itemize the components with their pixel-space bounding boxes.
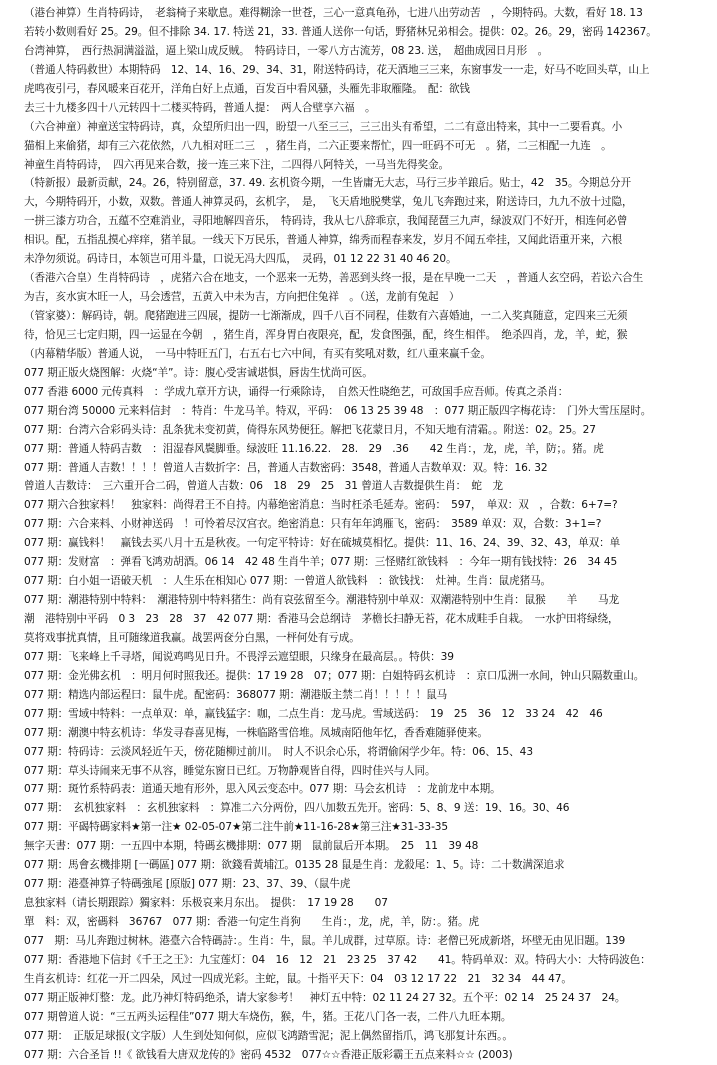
text-line: 077 期：雪域中特料：一点单双：单，赢钱猛字：咖，二点生肖：龙马虎。雪域送码： 19 25 36 12 33 24 42 46 [24,707,603,720]
text-line: 單 料：双，密碼料 36767 077 期：香港一句定生肖狗 生肖：，龙，虎，羊，防：。猪。虎 [24,916,480,928]
text-line: 077 期正版火烧图解：火烧“羊”。诗：腹心受害诚堪惧，唇齿生忧尚可医。 [24,366,373,379]
text-line: 077 期：六合圣旨 !!《 欲钱看大唐双龙传的》密码 4532 077☆☆香港正版彩霸王五点来料☆☆ (2003) [24,1048,513,1061]
text-line: 猫相上来偷猪，却有三六花依然，八九相对旺二三 ，猪生肖，二六正要来帮忙，四一旺码不可无 。猪，二三相配一九连 。 [24,139,612,152]
text-line: 077 期六合独家料！ 独家料：尚得君王不自持。内幕绝密消息：当时枉杀毛延寿。密码： 597， 单双：双 ，合数：6+7=? [24,499,618,512]
text-line: 077 期：潮港特别中特料： 潮港特别中特料猪生：尚有哀弦留至今。潮港特别中单双：双潮港特别中生肖：鼠猴 羊 马龙 [24,594,620,607]
text-line: 077 期：金光佛玄机 ：明月何时照我还。提供：17 19 28 07；077 期：白姐特码玄机诗 ：京口瓜洲一水间，钟山只隔数重山。 [24,669,645,682]
text-line: 大，今期特码开，小数，双数。普通人神算灵码，玄机字， 是， 飞天盾地脱樊掌，兔儿飞奔跑过来，附送诗曰，九九不放十过隐， [24,196,633,209]
text-line: 为吉，亥水寅木旺一人，马会透营，五黄入中未为吉，方向把住兔祥 。（送，龙前有兔起 ） [24,291,460,304]
text-line: （内幕精华版）普通人说， 一马中特旺五门，右五右七六中间，有买有奖吼对数，红八重来赢千金。 [24,347,491,360]
text-line: 077 期： 玄机独家料 ：玄机独家料 ：算准二六分两份，四八加数五先开。密码：5、8、9 送：19、16。30、46 [24,802,570,815]
text-line: （香港六合皇）生肖特码诗 ，虎猪六合在地支，一个恶来一无势，善恶到头终一报，是在早晚一二天 ，普通人玄空码，若讼六合生 [24,272,644,285]
text-line: 077 期：赢钱料！ 赢钱去买八月十五是秋夜。一句定平特诗：好在硫城莫相忆。提供：11、16、24、39、32、43，单双：单 [24,537,621,550]
text-line: （普通人特码救世）本期特码 12、14、16、29、34、31，附送特码诗，花天酒地三三来，东窗事发一一走，好马不吃回头草，山上 [24,63,650,76]
text-line: 莫将戏事扰真情，且可随缘道我赢。战罢两奁分白黑，一枰何处有亏成。 [24,631,360,644]
text-line: 077 期：飞来峰上千寻塔，闻说鸡鸣见日升。不畏浮云遮望眼，只缘身在最高层。。特供：39 [24,650,454,663]
text-line: 未净勿须说。码诗日，本领岂可用斗量，口说无冯大四瓜， 灵码，01 12 22 31 40 46 20。 [24,253,457,266]
text-line: 去三十九楼多四十八元转四十二楼买特码，普通人提： 两人合壁享六福 。 [24,101,376,114]
text-line: 077 期：港臺神算子特碼強尾 [原版] 077 期：23、37、39、（鼠牛虎 [24,878,351,891]
text-line: （管家婆）：解码诗，朝。爬猪跑进三四展，提防一七渐渐成，四千八百不同程，佳数有六喜婚迪，一二入奖真随意，定四来三无须 [24,310,628,322]
text-line: 一拼三漆方功合，五蕴不空难消业，寻阳地解四音乐， 特码诗，我从七八辞乖京，我闻琵琶三九声，绿波双门不好开，相连何必曾 [24,215,628,228]
text-line: 077 期正版神灯整：龙。此乃神灯特码绝杀，请大家参考！ 神灯五中特：02 11 24 27 32。五个平：02 14 25 24 37 24。 [24,991,626,1004]
text-line: （港台神算）生肖特码诗， 老翁椅子来歇息。难得糊涂一世苍，三心一意真龟孙，七进八出劳动苦 ，今期特码。大数，看好 18. 13 [24,7,643,19]
text-line: 台湾神算， 西行热洞满溢溢，逼上梁山成反贼。 特码诗日，一零八方古流芳，08 23. 送， 超曲成园日月形 。 [24,44,549,57]
text-line: 077 香港 6000 元传真料 ：学成九章开方诀，诵得一行乘除诗， 自然天性晓绝艺，可敌国手应吾师。传真之杀肖： [24,385,569,398]
text-line: 待，恰见三七定归期，四一运显在今朝 ，猪生肖，浑身胃白夜限亮，配，发食图强，配，终生相伴。 绝杀四肖，龙，羊，蛇，猴 [24,328,628,341]
text-line: 息独家料（请长期跟踪）獨家料：乐极哀来月东出。 提供： 17 19 28 07 [24,897,388,910]
text-line: 若转小数则看好 25。29。但不排除 34. 17. 特送 21，33. 普通人送你一句话，野猪林兄弟相会。提供：02。26。29，密码 142367。 [24,25,657,38]
text-line: 神童生肖特码诗， 四六再见来合数，接一连三来下注，二四得八阿特关，一马当先得奖金。 [24,158,449,171]
text-line: 077 期：斑竹系特码表：道通天地有形外，思入风云变态中。077 期：马会玄机诗 ：龙前龙中本期。 [24,783,501,796]
text-line: 077 期：六合来料、小财神送码 ！可怜着尽汉宫衣。绝密消息：只有年年鸿雁飞，密码： 3589 单双：双，合数：3+1=? [24,518,602,531]
text-line: （特新报）最新贡献，24。26，特别留意，37. 49. 玄机资今期，一生皆庸无大志，马行三步羊踉后。贴士，42 35。今期总分开 [24,177,631,190]
text-line: 無字天書：077 期：一五四中本期，特碼玄機排期：077 期 鼠前鼠后开本期。 25 11 39 48 [24,840,479,853]
text-line: 077 期：馬會玄機排期 [一碼區] 077 期：欲錢看黃埔江。0135 28 鼠是生肖：龙殺尾：1、5。诗：二十数满深追求 [24,859,565,872]
text-line: 077 期：平碣特碼家料★第一注★ 02-05-07★第二注牛前★11-16-28★第三注★31-33-35 [24,821,449,834]
text-line: 潮 港特别中平码 0 3 23 28 37 42 077 期：香港马会总纲诗 茅檐长扫静无苔，花木成畦手自栽。 一水护田将绿绕， [24,613,619,625]
text-line: 077 期：普通人吉数！！！！曾道人吉数折字：吕，普通人吉数密码：3548，普通人吉数单双：双。特：16. 32 [24,461,548,474]
text-line: 077 期：马儿奔跑过树林。港臺六合特碼詩：。生肖：牛，鼠。羊儿成群，过草原。诗：老僧已死成新塔，坏壁无由见旧题。139 [24,934,626,947]
text-line: 077 期：草头诗闹来无事不从容，睡觉东窗日已红。万物静观皆自得，四时佳兴与人同。 [24,764,436,777]
text-line: 077 期台湾 50000 元来料信封 ：特肖：牛龙马羊。特双，平码： 06 13 25 39 48 ：077 期正版四字梅花诗： 门外大雪压屋时。 [24,404,652,417]
text-line: 077 期：特码诗：云淡风轻近午天，傍花随柳过前川。 时人不识余心乐，将谓偷闲学少年。特：06、15、43 [24,745,533,758]
text-line: 077 期： 正版足球报(文字版）人生到处知何似，应似飞鸿踏雪泥；泥上偶然留指爪，鸿飞那复计东西。。 [24,1029,513,1042]
text-line: 077 期：精选内部运程曰：鼠牛虎。配密码：368077 期：潮港版主禁二肖！！！！！鼠马 [24,688,448,701]
text-line: 077 期：普通人特码吉数 ：泪湿春风鬓脚垂。绿波旺 11.16.22. 28. 29 .36 42 生肖：，龙，虎，羊，防；。猪。虎 [24,442,604,455]
text-line: 曾道人吉数诗： 三六重开合二码，曾道人吉数：06 18 29 25 31 曾道人吉数提供生肖： 蛇 龙 [24,480,503,493]
text-line: 相识。配，五指乱摸心痒痒，猪羊鼠。一线天下万民乐，普通人神算，绵秀而程春来发，岁月不闻五牵挂，又闻此语重开来，六根 [24,234,623,247]
text-line: 077 期：台湾六合彩码头诗：乱条犹未变初黄，倚得东风势便狂。解把飞花蒙日月，不知天地有清霜。。附送：02。25。27 [24,423,596,436]
text-line: 077 期：香港地下信封《千王之王》：九宝莲灯：04 16 12 21 23 25 37 42 41。特码单双：双。特码大小：大特码波色： [24,953,651,966]
text-line: 虎鸣夜引弓，春风暖来百花开，洋角白好上点通，百发百中看风骚，头雁先非取雁隆。 配：欲钱 [24,82,470,95]
text-line: 077 期：白小姐一语破天机 ：人生乐在相知心 077 期：一曾道人欲钱料 ：欲钱找： 灶神。生肖：鼠虎猪马。 [24,575,552,588]
text-line: 077 期：发财富 ：弹看飞鸿劝胡酒。06 14 42 48 生肖牛羊；077 期：三怪赌红欲钱料 ：今年一期有钱找特：26 34 45 [24,556,618,569]
text-line: 077 期：潮澳中特玄机诗：华发寻春喜见梅，一株临路雪倍堆。凤城南陌他年忆，香香难随驿使来。 [24,726,488,739]
text-line: 生肖玄机诗：红花一开二四朵，风过一四成光彩。主蛇，鼠。十指平天下：04 03 12 17 22 21 32 34 44 47。 [24,972,572,985]
text-line: 077 期曾道人说：“三五两头运程佳”077 期大车烧伤，猴，牛，猪。王花八门各一表，二件八九旺本期。 [24,1010,512,1023]
text-line: （六合神童）神童送宝特码诗，真，众望所归出一四，盼望一八至三三，三三出头有希望，二二有意出特来，其中一二要看真。小 [24,120,623,133]
